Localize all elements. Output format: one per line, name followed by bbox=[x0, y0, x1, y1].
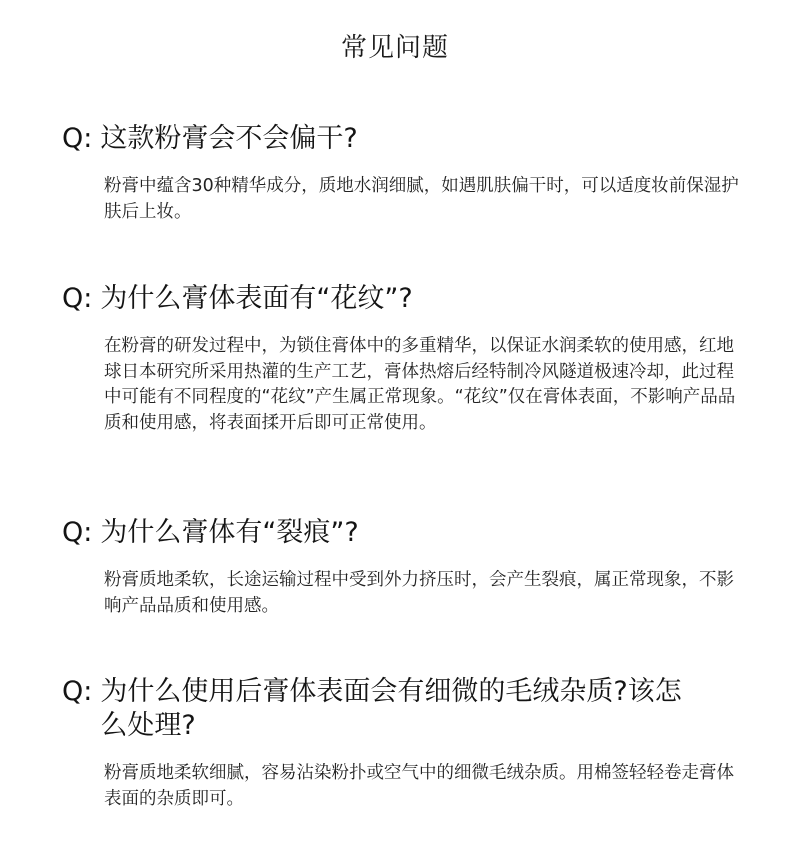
question-prefix: Q: bbox=[62, 517, 93, 548]
question-text: 为什么使用后膏体表面会有细微的毛绒杂质?该怎么处理? bbox=[100, 676, 682, 741]
faq-answer: 在粉膏的研发过程中，为锁住膏体中的多重精华，以保证水润柔软的使用感，红地球日本研究所采用热灌的生产工艺，膏体热熔后经特制冷风隧道极速冷却，此过程中可能有不同程度的“花纹”产生属正常现象。“花纹”仅在膏体表面，不影响产品品质和使用感，将表面揉开后即可正常使用。 bbox=[104, 336, 736, 433]
faq-answer: 粉膏质地柔软细腻，容易沾染粉扑或空气中的细微毛绒杂质。用棉签轻轻卷走膏体表面的杂质即可。 bbox=[104, 763, 734, 809]
question-prefix: Q: bbox=[62, 123, 93, 154]
faq-answer: 粉膏中蕴含30种精华成分，质地水润细腻，如遇肌肤偏干时，可以适度妆前保湿护肤后上妆。 bbox=[104, 176, 739, 222]
question-text: 这款粉膏会不会偏干? bbox=[100, 123, 358, 154]
question-prefix: Q: bbox=[62, 283, 93, 314]
faq-item bbox=[62, 282, 752, 436]
faq-question bbox=[62, 282, 752, 316]
faq-question bbox=[62, 675, 752, 743]
question-prefix: Q: bbox=[62, 676, 93, 707]
faq-item bbox=[62, 675, 752, 812]
faq-question bbox=[62, 122, 752, 156]
faq-item bbox=[62, 516, 752, 619]
faq-question bbox=[62, 516, 752, 550]
faq-item bbox=[62, 122, 752, 225]
question-text: 为什么膏体有“裂痕”? bbox=[100, 517, 359, 548]
faq-answer: 粉膏质地柔软，长途运输过程中受到外力挤压时，会产生裂痕，属正常现象，不影响产品品质和使用感。 bbox=[104, 570, 734, 616]
page-title: 常见问题 bbox=[340, 33, 449, 63]
question-text: 为什么膏体表面有“花纹”? bbox=[100, 283, 413, 314]
